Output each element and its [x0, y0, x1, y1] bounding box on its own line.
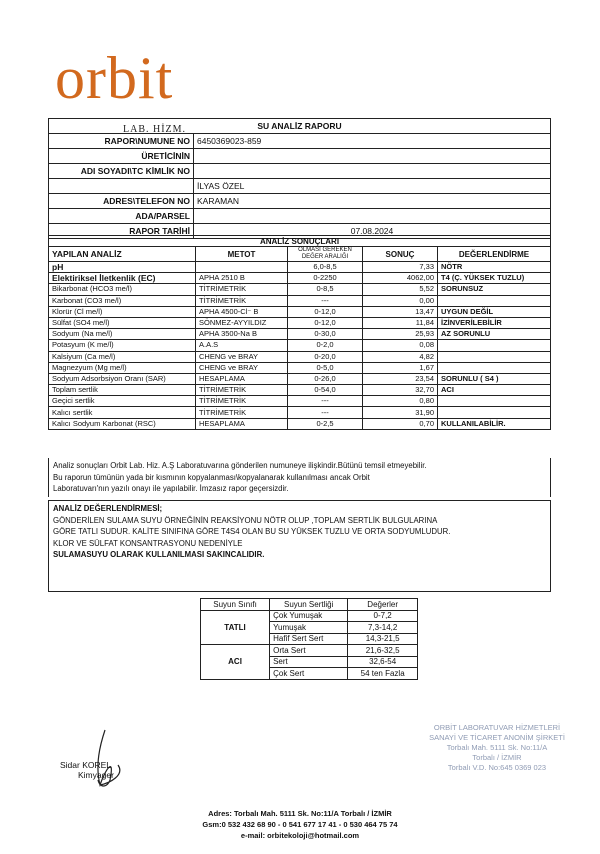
hardness-header: Suyun Sertliği [270, 599, 348, 611]
result-method: TİTRİMETRİK [196, 407, 288, 418]
result-row [49, 329, 551, 340]
col-evaluation: DEĞERLENDİRME [438, 247, 551, 262]
result-result: 13,47 [363, 306, 438, 317]
header-row-label: ADI SOYADI\TC KİMLİK NO [49, 164, 194, 179]
stamp-line: Torbalı / İZMİR [472, 753, 522, 762]
header-row [49, 134, 551, 149]
header-row-label: ÜRETİCİNİN [49, 149, 194, 164]
disclaimer [48, 458, 551, 497]
brand-logo: orbit [55, 45, 174, 111]
result-range: 0-54,0 [288, 385, 363, 396]
result-result: 7,33 [363, 262, 438, 273]
water-class-table [200, 598, 418, 680]
header-row-label [49, 179, 194, 194]
result-analysis-name: Kalıcı Sodyum Karbonat (RSC) [49, 418, 196, 429]
disclaimer-line: Bu raporun tümünün yada bir kısmının kopyalanması\kopyalanarak kullanılması ancak Orbit [53, 472, 370, 482]
col-analysis: YAPILAN ANALİZ [49, 247, 196, 262]
result-result: 32,70 [363, 385, 438, 396]
class-row [201, 610, 418, 622]
result-analysis-name: Toplam sertlik [49, 385, 196, 396]
result-analysis-name: Kalıcı sertlik [49, 407, 196, 418]
evaluation-conclusion: SULAMASUYU OLARAK KULLANILMASI SAKINCALIDIR. [53, 550, 265, 559]
header-row [49, 149, 551, 164]
result-result: 25,93 [363, 329, 438, 340]
result-method: TİTRİMETRİK [196, 396, 288, 407]
class-name: ACI [201, 645, 270, 680]
signature-block [60, 760, 114, 780]
result-evaluation: UYGUN DEĞİL [438, 306, 551, 317]
result-evaluation [438, 351, 551, 362]
hardness-range: 14,3-21,5 [348, 633, 418, 645]
footer-address: Adres: Torbalı Mah. 5111 Sk. No:11/A Torbalı / İZMİR [208, 809, 392, 818]
footer-phones: Gsm:0 532 432 68 90 - 0 541 677 17 41 - 0 530 464 75 74 [202, 820, 398, 829]
result-row [49, 340, 551, 351]
result-range: --- [288, 295, 363, 306]
hardness-range: 32,6-54 [348, 656, 418, 668]
result-row [49, 362, 551, 373]
header-row [49, 194, 551, 209]
col-range: OLMASI GEREKEN DEĞER ARALIĞI [288, 247, 363, 262]
header-row-value: KARAMAN [194, 194, 551, 209]
signer-name: Sidar KOREL [60, 760, 112, 770]
hardness-range: 21,6-32,5 [348, 645, 418, 657]
hardness-level: Hafif Sert Sert [270, 633, 348, 645]
result-method: TİTRİMETRİK [196, 295, 288, 306]
result-evaluation: AZ SORUNLU [438, 329, 551, 340]
header-row-label: ADRES\TELEFON NO [49, 194, 194, 209]
hardness-level: Çok Yumuşak [270, 610, 348, 622]
result-result: 4,82 [363, 351, 438, 362]
company-stamp [412, 723, 582, 773]
result-result: 0,80 [363, 396, 438, 407]
result-row [49, 418, 551, 429]
result-row [49, 295, 551, 306]
result-evaluation: SORUNSUZ [438, 284, 551, 295]
hardness-level: Çok Sert [270, 668, 348, 680]
result-analysis-name: Elektiriksel İletkenlik (EC) [49, 273, 196, 284]
stamp-line: Torbalı V.D. No:645 0369 023 [447, 763, 547, 772]
result-row [49, 306, 551, 317]
hardness-level: Yumuşak [270, 622, 348, 634]
result-row [49, 373, 551, 384]
result-method: A.A.S [196, 340, 288, 351]
result-method [196, 262, 288, 273]
result-method: CHENG ve BRAY [196, 351, 288, 362]
values-header: Değerler [348, 599, 418, 611]
result-method: CHENG ve BRAY [196, 362, 288, 373]
col-method: METOT [196, 247, 288, 262]
analysis-results-table [48, 235, 551, 430]
footer-email: e-mail: orbitekoloji@hotmail.com [240, 831, 360, 840]
result-row [49, 284, 551, 295]
header-row-value [194, 209, 551, 224]
col-result: SONUÇ [363, 247, 438, 262]
result-analysis-name: Kalsiyum (Ca me/l) [49, 351, 196, 362]
result-row [49, 273, 551, 284]
result-evaluation: T4 (Ç. YÜKSEK TUZLU) [438, 273, 551, 284]
header-row [49, 209, 551, 224]
result-result: 0,70 [363, 418, 438, 429]
result-result: 4062,00 [363, 273, 438, 284]
header-row-value [194, 149, 551, 164]
result-range: 0-26,0 [288, 373, 363, 384]
hardness-range: 54 ten Fazla [348, 668, 418, 680]
result-row [49, 351, 551, 362]
result-analysis-name: pH [49, 262, 196, 273]
result-method: SÖNMEZ-AYYILDIZ [196, 317, 288, 328]
result-range: 0-12,0 [288, 317, 363, 328]
stamp-line: ORBİT LABORATUVAR HİZMETLERİ [433, 723, 561, 732]
class-row [201, 645, 418, 657]
result-range: 0-20,0 [288, 351, 363, 362]
result-analysis-name: Bikarbonat (HCO3 me/l) [49, 284, 196, 295]
result-analysis-name: Magnezyum (Mg me/l) [49, 362, 196, 373]
result-range: 0-12,0 [288, 306, 363, 317]
result-analysis-name: Karbonat (CO3 me/l) [49, 295, 196, 306]
header-row-value: İLYAS ÖZEL [194, 179, 551, 194]
result-range: --- [288, 407, 363, 418]
hardness-level: Orta Sert [270, 645, 348, 657]
result-evaluation: SORUNLU ( S4 ) [438, 373, 551, 384]
result-range: 0-2250 [288, 273, 363, 284]
report-header-table [48, 118, 551, 239]
stamp-line: SANAYİ VE TİCARET ANONİM ŞİRKETİ [429, 733, 565, 742]
header-row-value: 6450369023-859 [194, 134, 551, 149]
hardness-range: 7,3-14,2 [348, 622, 418, 634]
result-evaluation: İZİNVERİLEBİLİR [438, 317, 551, 328]
result-result: 31,90 [363, 407, 438, 418]
header-row-value [194, 164, 551, 179]
class-name: TATLI [201, 610, 270, 645]
disclaimer-line: Laboratuvarı'nın yazılı onayı ile yapılabilir. İmzasız rapor geçersizdir. [53, 484, 289, 493]
header-row-label: RAPOR\NUMUNE NO [49, 134, 194, 149]
result-method: TİTRİMETRİK [196, 284, 288, 295]
evaluation-line: GÖNDERİLEN SULAMA SUYU ÖRNEĞİNİN REAKSİYONU NÖTR OLUP ,TOPLAM SERTLİK BULGULARINA [53, 515, 438, 525]
result-result: 23,54 [363, 373, 438, 384]
result-row [49, 396, 551, 407]
result-method: HESAPLAMA [196, 418, 288, 429]
result-result: 1,67 [363, 362, 438, 373]
result-evaluation: ACI [438, 385, 551, 396]
result-range: 0-2,5 [288, 418, 363, 429]
result-result: 0,00 [363, 295, 438, 306]
result-range: 0-8,5 [288, 284, 363, 295]
result-evaluation [438, 340, 551, 351]
evaluation-box [48, 500, 551, 592]
result-range: 0-5,0 [288, 362, 363, 373]
result-result: 5,52 [363, 284, 438, 295]
result-evaluation [438, 396, 551, 407]
brand-logo-sub: LAB. HİZM. [123, 124, 187, 135]
evaluation-title: ANALİZ DEĞERLENDİRMESİ; [53, 504, 163, 513]
signer-title: Kimyager [78, 770, 114, 780]
evaluation-line: GÖRE TATLI SUDUR. KALİTE SINIFINA GÖRE T4S4 OLAN BU SU YÜKSEK TUZLU VE ORTA SODYUMLUDUR. [53, 527, 451, 536]
result-range: --- [288, 396, 363, 407]
result-row [49, 317, 551, 328]
result-row [49, 262, 551, 273]
header-row-label: RAPOR TARİHİ [49, 224, 194, 239]
footer [0, 808, 600, 841]
header-row [49, 179, 551, 194]
result-range: 0-2,0 [288, 340, 363, 351]
result-result: 0,08 [363, 340, 438, 351]
evaluation-line: KLOR VE SÜLFAT KONSANTRASYONU NEDENİYLE [53, 538, 243, 548]
result-method: APHA 3500-Na B [196, 329, 288, 340]
result-analysis-name: Sülfat (SO4 me/l) [49, 317, 196, 328]
result-evaluation: KULLANILABİLİR. [438, 418, 551, 429]
disclaimer-line: Analiz sonuçları Orbit Lab. Hiz. A.Ş Laboratuvarına gönderilen numuneye ilişkindir.Bütünü temsil etmeyebilir. [53, 461, 427, 470]
result-evaluation: NÖTR [438, 262, 551, 273]
result-analysis-name: Sodyum Adsorbsiyon Oranı (SAR) [49, 373, 196, 384]
result-analysis-name: Klorür (Cl me/l) [49, 306, 196, 317]
report-title: SU ANALİZ RAPORU [49, 119, 551, 134]
result-evaluation [438, 295, 551, 306]
header-row-label: ADA/PARSEL [49, 209, 194, 224]
result-row [49, 407, 551, 418]
result-evaluation [438, 362, 551, 373]
result-evaluation [438, 407, 551, 418]
result-analysis-name: Sodyum (Na me/l) [49, 329, 196, 340]
result-range: 6,0-8,5 [288, 262, 363, 273]
results-section-title: ANALİZ SONUÇLARI [49, 236, 551, 247]
result-method: APHA 2510 B [196, 273, 288, 284]
result-method: APHA 4500-Cl⁻ B [196, 306, 288, 317]
result-analysis-name: Potasyum (K me/l) [49, 340, 196, 351]
hardness-range: 0-7,2 [348, 610, 418, 622]
result-row [49, 385, 551, 396]
result-range: 0-30,0 [288, 329, 363, 340]
hardness-level: Sert [270, 656, 348, 668]
result-analysis-name: Geçici sertlik [49, 396, 196, 407]
result-method: HESAPLAMA [196, 373, 288, 384]
header-row [49, 164, 551, 179]
header-row-value: 07.08.2024 [194, 224, 551, 239]
result-method: TİTRİMETRİK [196, 385, 288, 396]
class-header: Suyun Sınıfı [201, 599, 270, 611]
stamp-line: Torbalı Mah. 5111 Sk. No:11/A [446, 743, 548, 752]
result-result: 11,84 [363, 317, 438, 328]
